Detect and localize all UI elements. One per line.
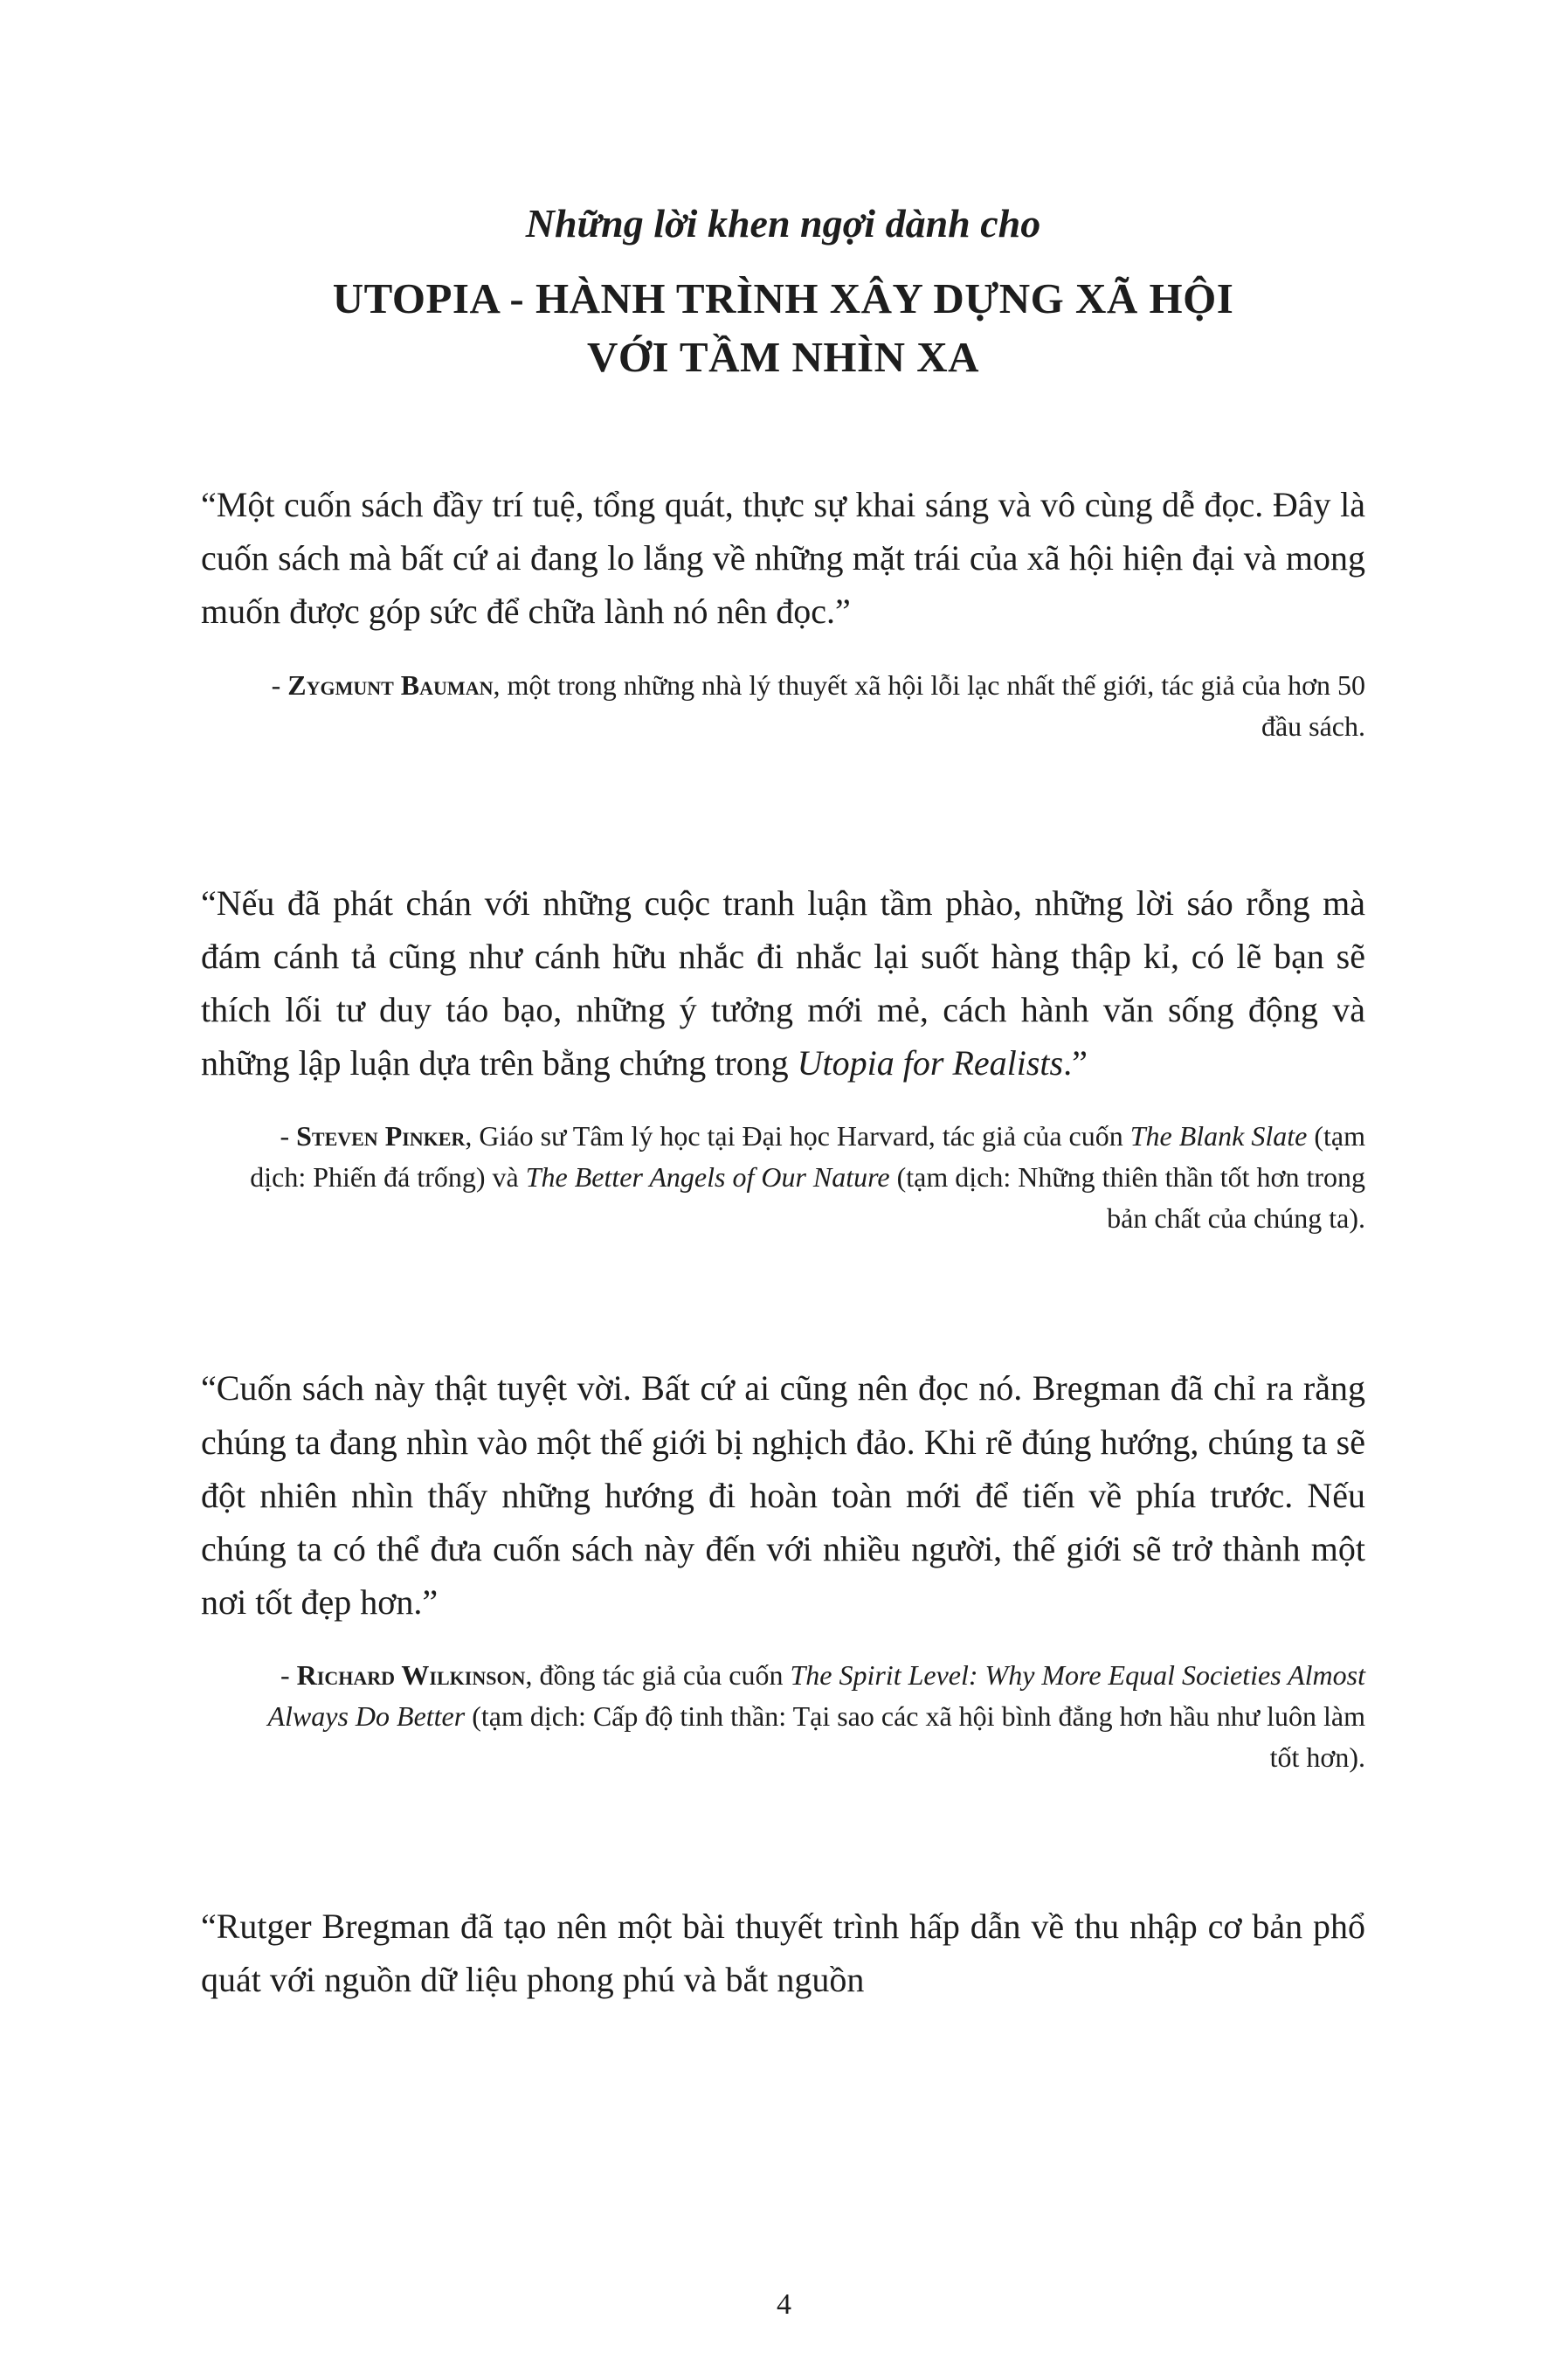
quote-text-4: “Rutger Bregman đã tạo nên một bài thuyết trình hấp dẫn về thu nhập cơ bản phổ quát với nguồn dữ liệu phong phú và bắt nguồn — [201, 1906, 1365, 1999]
quote-text-3: “Cuốn sách này thật tuyệt vời. Bất cứ ai cũng nên đọc nó. Bregman đã chỉ ra rằng chúng ta đang nhìn vào một thế giới bị nghịch đảo. Khi rẽ đúng hướng, chúng ta sẽ đột nhiên nhìn thấy những hướng đi hoàn toàn mới để tiến về phía trước. Nếu chúng ta có thể đưa cuốn sách này đến với nhiều người, thế giới sẽ trở thành một nơi tốt đẹp hơn.” — [201, 1368, 1365, 1623]
praise-heading: Những lời khen ngợi dành cho — [525, 201, 1041, 246]
praise-quote-2 — [201, 876, 1365, 1240]
page-number: 4 — [777, 2288, 791, 2321]
praise-quote-4 — [201, 1900, 1365, 2006]
book-title-line-1: UTOPIA - HÀNH TRÌNH XÂY DỰNG XÃ HỘI — [332, 273, 1234, 322]
praise-quote-3 — [201, 1361, 1365, 1778]
book-title — [201, 269, 1365, 387]
quote-text-1: “Một cuốn sách đầy trí tuệ, tổng quát, thực sự khai sáng và vô cùng dễ đọc. Đây là cuốn sách mà bất cứ ai đang lo lắng về những mặt trái của xã hội hiện đại và mong muốn được góp sức để chữa lành nó nên đọc.” — [201, 485, 1365, 632]
quote-text-2: “Nếu đã phát chán với những cuộc tranh luận tầm phào, những lời sáo rỗng mà đám cánh tả cũng như cánh hữu nhắc đi nhắc lại suốt hàng thập kỉ, có lẽ bạn sẽ thích lối tư duy táo bạo, những ý tưởng mới mẻ, cách hành văn sống động và những lập luận dựa trên bằng chứng trong Utopia for Realists.” — [201, 882, 1365, 1083]
quote-attribution-1: - Zygmunt Bauman, một trong những nhà lý thuyết xã hội lỗi lạc nhất thế giới, tác giả của hơn 50 đầu sách. — [271, 668, 1365, 742]
praise-quote-1 — [201, 478, 1365, 747]
quote-attribution-2: - Steven Pinker, Giáo sư Tâm lý học tại Đại học Harvard, tác giả của cuốn The Blank Slate (tạm dịch: Phiến đá trống) và The Better Angels of Our Nature (tạm dịch: Những thiên thần tốt hơn trong bản chất của chúng ta). — [250, 1120, 1365, 1235]
book-title-line-2: VỚI TẦM NHÌN XA — [587, 333, 979, 382]
quote-attribution-3: - Richard Wilkinson, đồng tác giả của cuốn The Spirit Level: Why More Equal Societies Almost Always Do Better (tạm dịch: Cấp độ tinh thần: Tại sao các xã hội bình đẳng hơn hầu như luôn làm tốt hơn). — [267, 1659, 1365, 1774]
